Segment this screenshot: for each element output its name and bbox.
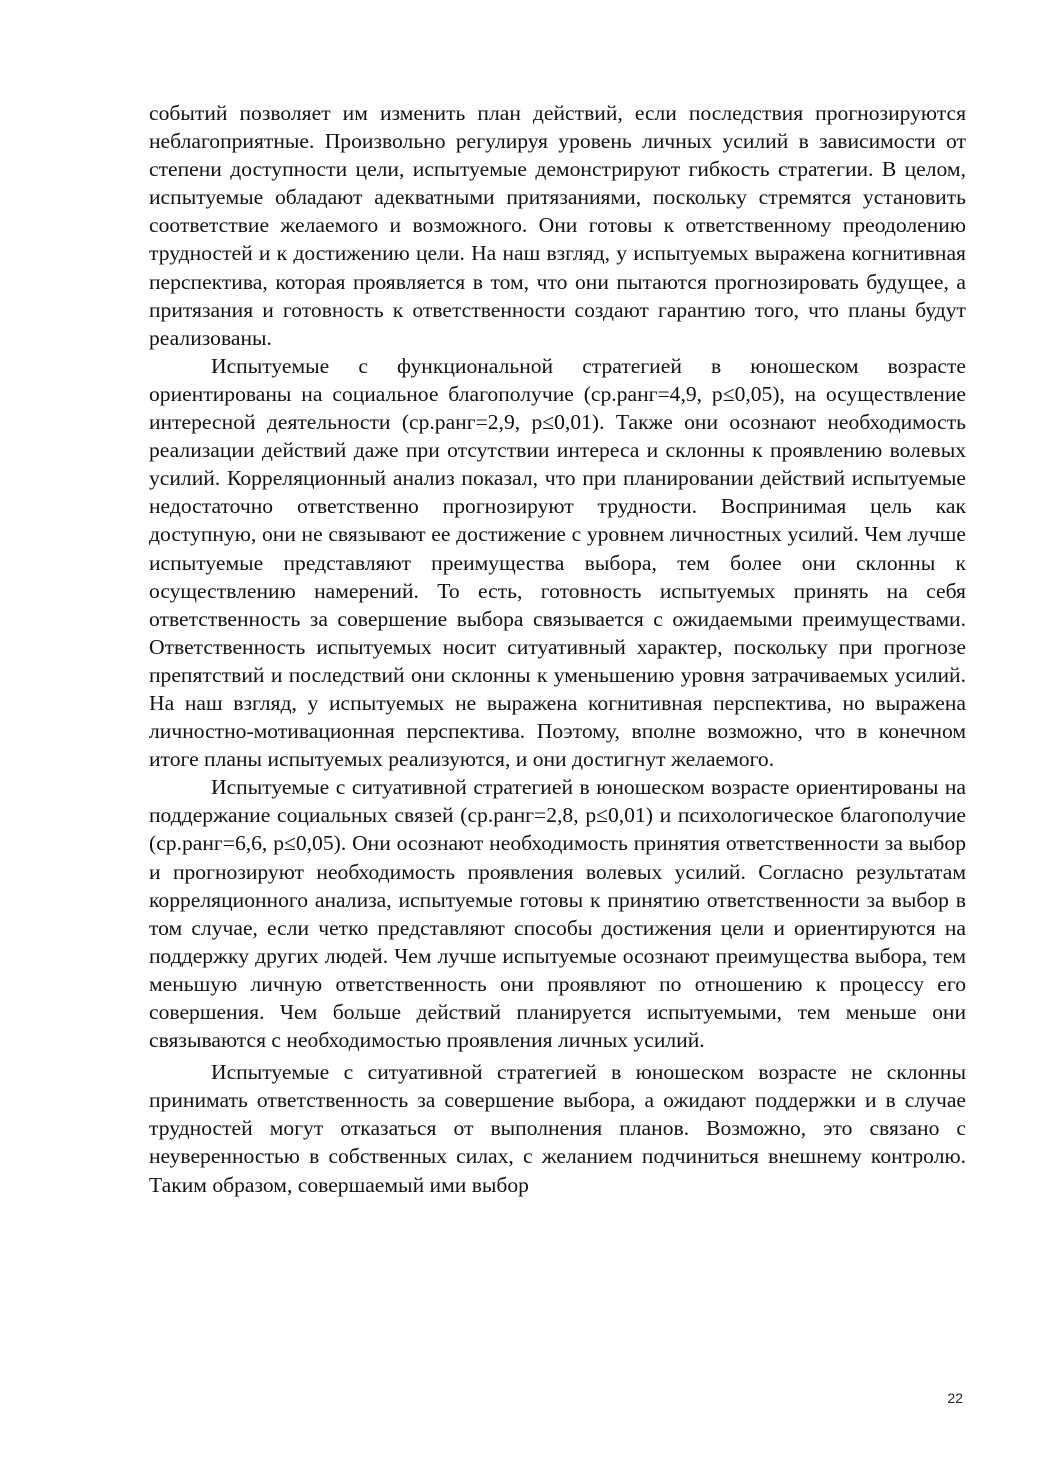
paragraph-continuation: событий позволяет им изменить план действий, если последствия прогнозируются неблагоприятные. Произвольно регулируя уровень личных усилий в зависимости от степени доступности цели, испытуемые демонстрируют гибкость стратегии. В целом, испытуемые обладают адекватными притязаниями, поскольку стремятся установить соответствие желаемого и возможного. Они готовы к ответственному преодолению трудностей и к достижению цели. На наш взгляд, у испытуемых выражена когнитивная перспектива, которая проявляется в том, что они пытаются прогнозировать будущее, а притязания и готовность к ответственности создают гарантию того, что планы будут реализованы. — [149, 101, 966, 350]
paragraph-situational-conclusion: Испытуемые с ситуативной стратегией в юношеском возрасте не склонны принимать ответственность за совершение выбора, а ожидают поддержки и в случае трудностей могут отказаться от выполнения планов. Возможно, это связано с неуверенностью в собственных силах, с желанием подчиниться внешнему контролю. Таким образом, совершаемый ими выбор — [149, 1060, 966, 1197]
paragraph-situational-strategy: Испытуемые с ситуативной стратегией в юношеском возрасте ориентированы на поддержание социальных связей (ср.ранг=2,8, p≤0,01) и психологическое благополучие (ср.ранг=6,6, p≤0,05). Они осознают необходимость принятия ответственности за выбор и прогнозируют необходимость проявления волевых усилий. Согласно результатам корреляционного анализа, испытуемые готовы к принятию ответственности за выбор в том случае, если четко представляют способы достижения цели и ориентируются на поддержку других людей. Чем лучше испытуемые осознают преимущества выбора, тем меньшую личную ответственность они проявляют по отношению к процессу его совершения. Чем больше действий планируется испытуемыми, тем меньше они связываются с необходимостью проявления личных усилий. — [149, 775, 966, 1053]
paragraph-functional-strategy: Испытуемые с функциональной стратегией в юношеском возрасте ориентированы на социальное благополучие (ср.ранг=4,9, p≤0,05), на осуществление интересной деятельности (ср.ранг=2,9, p≤0,01). Также они осознают необходимость реализации действий даже при отсутствии интереса и склонны к проявлению волевых усилий. Корреляционный анализ показал, что при планировании действий испытуемые недостаточно ответственно прогнозируют трудности. Воспринимая цель как доступную, они не связывают ее достижение с уровнем личностных усилий. Чем лучше испытуемые представляют преимущества выбора, тем более они склонны к осуществлению намерений. То есть, готовность испытуемых принять на себя ответственность за совершение выбора связывается с ожидаемыми преимуществами. Ответственность испытуемых носит ситуативный характер, поскольку при прогнозе препятствий и последствий они склонны к уменьшению уровня затрачиваемых усилий. На наш взгляд, у испытуемых не выражена когнитивная перспектива, но выражена личностно-мотивационная перспектива. Поэтому, вполне возможно, что в конечном итоге планы испытуемых реализуются, и они достигнут желаемого. — [149, 353, 966, 772]
body-text — [149, 99, 966, 1199]
page-number: 22 — [947, 1390, 963, 1406]
